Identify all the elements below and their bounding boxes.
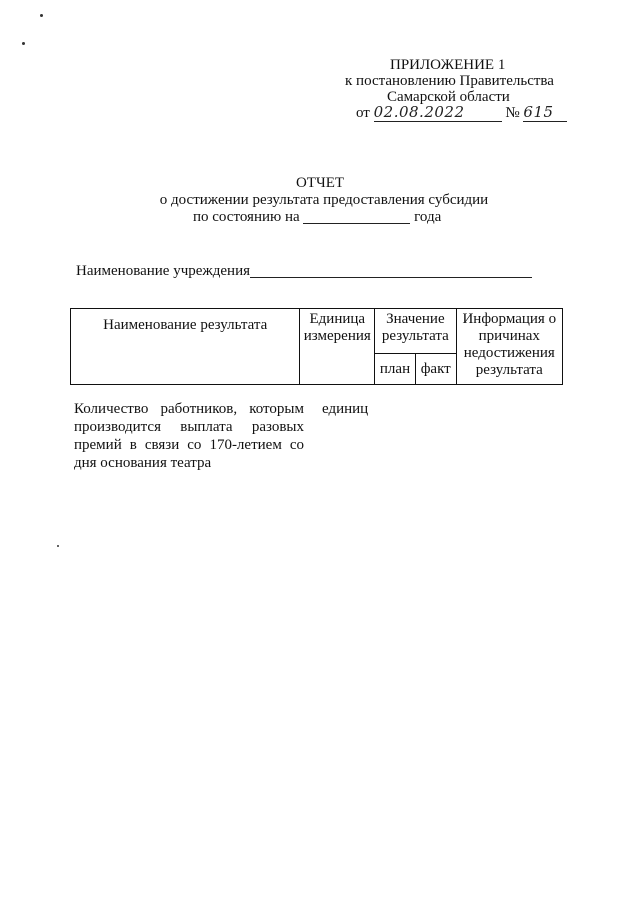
number-prefix: № [505, 105, 520, 121]
report-subtitle: о достижении результата предоставления субсидии [159, 192, 489, 208]
report-asof-row [193, 208, 441, 226]
report-table [70, 308, 563, 385]
appendix-title: ПРИЛОЖЕНИЕ 1 [390, 57, 506, 73]
scan-speck [57, 545, 59, 547]
row-description-line: Количество работников, которым [74, 401, 304, 417]
header-info: Информация о причинах недостижения результата [456, 309, 562, 385]
asof-suffix: года [414, 209, 442, 225]
asof-prefix: по состоянию на [193, 209, 300, 225]
institution-row [76, 262, 532, 280]
row-description [74, 400, 304, 472]
appendix-line-2: Самарской области [387, 89, 510, 105]
header-result-name: Наименование результата [71, 309, 300, 385]
institution-label: Наименование учреждения [76, 263, 251, 279]
row-description-line: дня основания театра [74, 455, 212, 471]
date-prefix: от [356, 105, 370, 121]
appendix-line-1: к постановлению Правительства [345, 73, 554, 89]
scan-speck [40, 14, 43, 17]
header-plan: план [375, 354, 416, 385]
header-value: Значение результата [375, 309, 456, 354]
number-value: 615 [523, 103, 567, 122]
row-description-line: производится выплата разовых [74, 419, 304, 435]
row-unit: единиц [322, 401, 369, 417]
asof-blank [303, 209, 410, 224]
date-value: 02.08.2022 [374, 103, 502, 122]
institution-blank [250, 263, 532, 278]
report-title: ОТЧЕТ [295, 175, 345, 191]
scan-speck [22, 42, 25, 45]
row-description-line: премий в связи со 170-летием со [74, 437, 304, 453]
header-fact: факт [415, 354, 456, 385]
header-unit: Единица измерения [300, 309, 375, 385]
appendix-date-row [356, 103, 567, 122]
